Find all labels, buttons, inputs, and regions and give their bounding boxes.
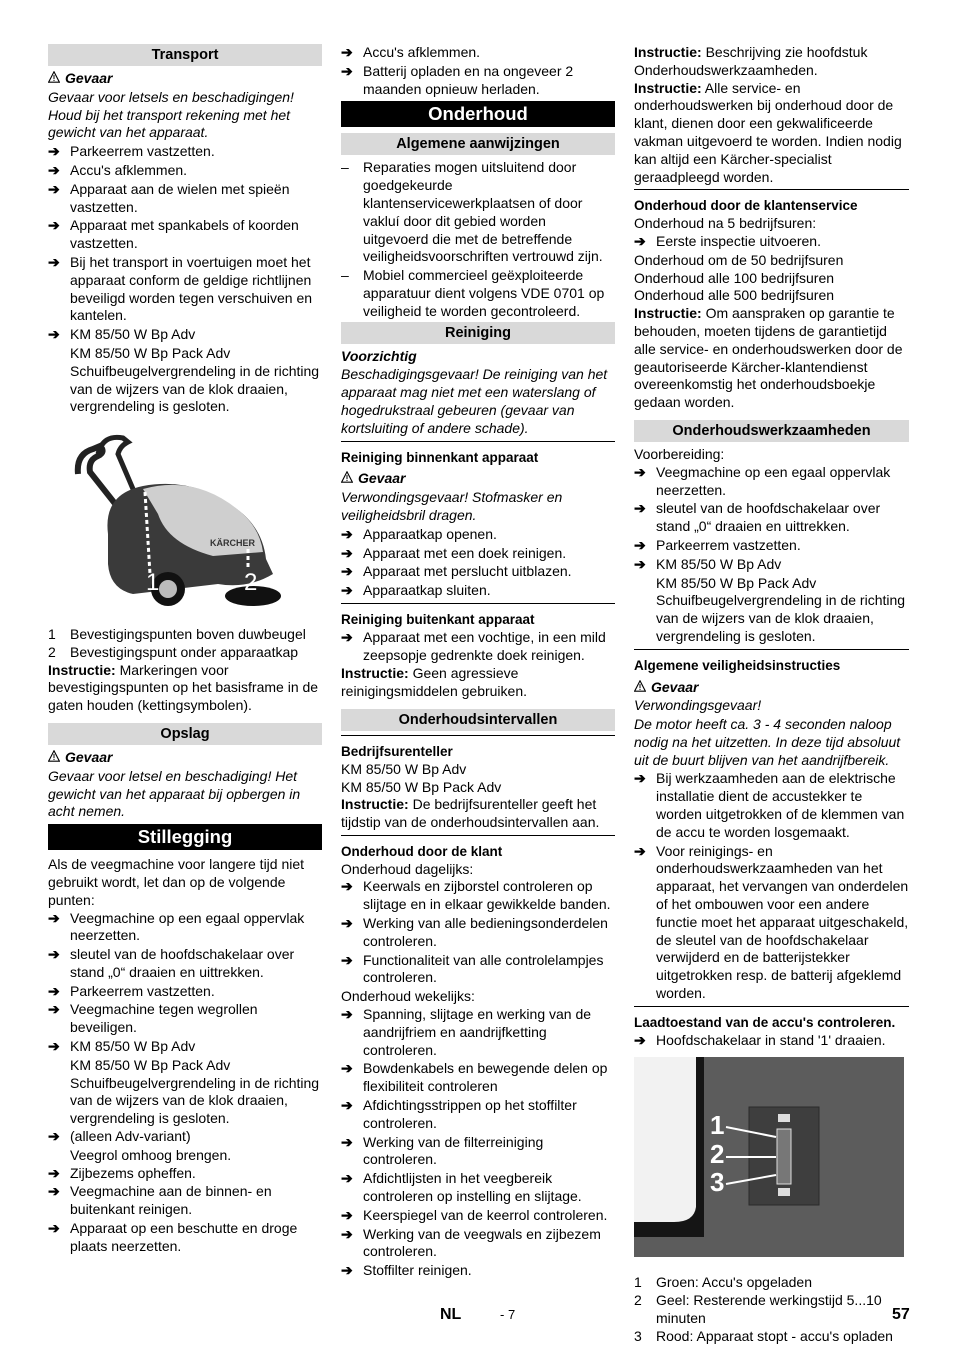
instruction-step [634,500,909,536]
section-heading: Reiniging [341,322,615,344]
arrow-icon: ➔ [48,1220,60,1237]
arrow-icon: ➔ [341,1170,353,1187]
instruction-step [48,254,322,325]
footer-local-page-text: - 7 [500,1307,516,1322]
footer-language: NL [440,1306,462,1323]
paragraph [48,662,322,715]
instruction-step [48,217,322,253]
instruction-step [341,63,615,99]
instruction-step [341,1170,615,1206]
paragraph-text: Onderhoud dagelijks: [341,860,474,877]
warning-label-text: Gevaar [65,70,113,86]
instruction-step [48,1128,322,1146]
paragraph-text: Voorbereiding: [634,445,725,462]
arrow-icon: ➔ [341,1133,353,1150]
arrow-icon: ➔ [634,536,646,553]
legend-text: Bevestigingspunt onder apparaatkap [70,643,299,660]
instruction-step [341,545,615,563]
arrow-icon: ➔ [634,555,646,572]
instruction-step [48,162,322,180]
svg-text:1: 1 [710,1110,725,1141]
instruction-step [634,770,909,841]
section-heading: Opslag [48,723,322,745]
paragraph-text: Alle service- en onderhoudswerken bij onderhoud door de klant, dienen door een gekwalificeerde vakman uitgevoerd te worden. Indien nodig kan altijd een Kärcher-specialist geraadpleegd worden. [634,79,902,185]
instruction-step [48,1183,322,1219]
instruction-step-text: Accu's afklemmen. [363,44,481,60]
subsection-heading: Algemene veiligheidsinstructies [634,649,909,675]
warning-triangle-icon [634,679,646,697]
subsection-heading: Onderhoud door de klantenservice [634,189,909,215]
arrow-icon: ➔ [48,1001,60,1018]
list-item-text: Reparaties mogen uitsluitend door goedgekeurde klantenservicewerkplaatsen of door vakluí door dit gebied worden uitgevoerd die met de betreffende veiligheidsvoorschriften vertrouwd zijn. [363,159,603,265]
paragraph [634,270,909,288]
subsection-heading: Onderhoud door de klant [341,835,615,861]
section-heading: Transport [48,44,322,66]
arrow-icon: ➔ [341,915,353,932]
instruction-step [48,1001,322,1037]
arrow-icon: ➔ [341,62,353,79]
instruction-step [341,878,615,914]
arrow-icon: ➔ [341,544,353,561]
svg-text:KÄRCHER: KÄRCHER [210,538,255,549]
instruction-step [341,1226,615,1262]
arrow-icon: ➔ [634,463,646,480]
instruction-step-text: Veegmachine aan de binnen- en buitenkant reinigen. [70,1183,272,1218]
warning-label [634,679,909,697]
instruction-label: Instructie: [48,661,116,678]
paragraph-text: Onderhoud wekelijks: [341,988,475,1005]
paragraph [634,44,909,80]
arrow-icon: ➔ [341,1060,353,1077]
arrow-icon: ➔ [341,951,353,968]
instruction-step [341,629,615,665]
list-item [341,267,615,320]
paragraph [341,796,615,832]
instruction-step [341,1262,615,1280]
arrow-icon: ➔ [634,500,646,517]
arrow-icon: ➔ [48,161,60,178]
svg-text:2: 2 [710,1139,725,1170]
arrow-icon: ➔ [48,1183,60,1200]
instruction-step [341,915,615,951]
paragraph-text: KM 85/50 W Bp Pack Adv [341,778,502,795]
subsection-heading: Bedrijfsurenteller [341,735,615,761]
list-item-text: Mobiel commercieel geëxploiteerde apparatuur dient volgens VDE 0701 op veiligheid te worden gecontroleerd. [363,267,605,319]
warning-triangle-icon [341,470,353,488]
warning-label [341,348,615,366]
warning-label-text: Voorzichtig [341,347,417,364]
instruction-step-text: Keerspiegel van de keerrol controleren. [363,1206,608,1223]
footer-local-page [500,1306,515,1324]
paragraph [634,252,909,270]
instruction-label: Instructie: [634,44,702,60]
instruction-step [48,1220,322,1256]
paragraph-text: Als de veegmachine voor langere tijd niet gebruikt wordt, let dan op de volgende punten: [48,856,305,908]
instruction-step-text: Parkeerrem vastzetten. [656,536,801,553]
instruction-step-text: Accu's afklemmen. [70,161,188,178]
instruction-step-text: Keerwals en zijborstel controleren op slijtage en in elkaar gewikkelde banden. [363,878,611,913]
arrow-icon: ➔ [341,628,353,645]
instruction-continuation: KM 85/50 W Bp Pack Adv [656,574,817,591]
arrow-icon: ➔ [48,982,60,999]
legend-number: 2 [634,1292,642,1309]
instruction-continuation: KM 85/50 W Bp Pack Adv [70,344,231,361]
instruction-step-text: sleutel van de hoofdschakelaar over stand „0“ draaien en uittrekken. [70,946,295,980]
instruction-step [634,464,909,500]
instruction-step-text: Apparaat met spankabels of koorden vastzetten. [70,217,299,252]
warning-label [48,70,322,88]
arrow-icon: ➔ [48,253,60,270]
legend-text: Geel: Resterende werkingstijd 5...10 minuten [656,1292,882,1326]
instruction-step-text: Apparaat met een vochtige, in een mild zeepsopje gedrenkte doek reinigen. [363,628,606,663]
instruction-step-text: Veegmachine op een egaal oppervlak neerzetten. [70,909,305,944]
arrow-icon: ➔ [341,1206,353,1223]
instruction-step-text: Apparaat met perslucht uitblazen. [363,563,572,580]
paragraph [341,988,615,1006]
arrow-icon: ➔ [48,946,60,963]
instruction-step [48,1038,322,1056]
arrow-icon: ➔ [341,1097,353,1114]
paragraph-text: Onderhoud na 5 bedrijfsuren: [634,215,817,232]
instruction-step [634,843,909,1003]
instruction-step [48,326,322,344]
instruction-step-text: Parkeerrem vastzetten. [70,982,215,999]
warning-label [341,470,615,488]
instruction-step-text: Apparaat op een beschutte en droge plaats neerzetten. [70,1220,298,1254]
arrow-icon: ➔ [341,878,353,895]
instruction-continuation: Schuifbeugelvergrendeling in de richting van de wijzers van de klok draaien, vergrendeling is gesloten. [70,1074,320,1127]
chapter-heading: Stillegging [48,824,322,850]
arrow-icon: ➔ [634,1031,646,1048]
paragraph [634,287,909,305]
legend-number: 3 [634,1327,642,1344]
chapter-heading: Onderhoud [341,101,615,127]
legend-item [48,644,322,662]
arrow-icon: ➔ [341,44,353,60]
instruction-step-text: Zijbezems opheffen. [70,1164,196,1181]
instruction-step-text: Afdichtlijsten in het veegbereik controleren op instelling en slijtage. [363,1170,582,1205]
paragraph-text: Beschrijving zie hoofdstuk Onderhoudswerkzaamheden. [634,44,868,78]
instruction-step-text: Apparaatkap openen. [363,525,497,542]
instruction-continuation: KM 85/50 W Bp Pack Adv [70,1056,231,1073]
section-heading: Onderhoudswerkzaamheden [634,420,909,442]
instruction-step [48,946,322,982]
legend-item [634,1274,909,1292]
paragraph [341,861,615,879]
warning-text: Gevaar voor letsel en beschadiging! Het gewicht van het apparaat bij opbergen in acht nemen. [48,767,301,820]
warning-label-text: Gevaar [358,470,406,487]
spacer [634,412,909,420]
legend-text: Groen: Accu's opgeladen [656,1274,813,1291]
instruction-step-text: Functionaliteit van alle controlelampjes controleren. [363,951,604,986]
instruction-step [48,181,322,217]
instruction-step-text: Stoffilter reinigen. [363,1262,472,1279]
warning-text: Beschadigingsgevaar! De reiniging van het apparaat mag niet met een waterslang of hogedrukstraal gebeuren (gevaar van kortsluiting of andere schade). [341,366,608,436]
instruction-step [634,537,909,555]
instruction-step-text: Batterij opladen en na ongeveer 2 maanden opnieuw herladen. [363,62,574,97]
instruction-step-text: Werking van de veegwals en zijbezem controleren. [363,1225,601,1260]
instruction-step-text: Voor reinigings- en onderhoudswerkzaamheden van het apparaat, het vervangen van onderdelen of het ombouwen voor een andere functie moet het apparaat uitgeschakeld, de sleutel van de hoofdschakelaar verwijderd en de batterijstekker uitgetrokken resp. de batterij afgeklemd worden. [656,842,909,1002]
sweeper-figure [48,424,322,614]
instruction-step [341,1006,615,1059]
sweeper-image [48,424,288,609]
instruction-step-text: KM 85/50 W Bp Adv [656,555,782,572]
instruction-step-text: Bij werkzaamheden aan de elektrische installatie dient de accustekker te worden uitgetrokken of de klemmen van de accu te worden losgemaakt. [656,770,905,840]
paragraph-text: Markeringen voor bevestigingspunten op het basisframe in de gaten houden (kettingsymbolen). [48,661,319,714]
instruction-step-text: sleutel van de hoofdschakelaar over stand „0“ draaien en uittrekken. [656,500,881,535]
svg-text:3: 3 [710,1167,725,1198]
warning-label-text: Gevaar [651,678,699,695]
arrow-icon: ➔ [48,326,60,343]
paragraph [634,215,909,233]
section-heading: Onderhoudsintervallen [341,709,615,731]
list-item [341,159,615,266]
instruction-step [48,1165,322,1183]
paragraph [48,856,322,909]
instruction-label: Instructie: [341,665,409,682]
legend-number: 1 [634,1274,642,1291]
spacer [341,701,615,709]
footer-page-number: 57 [892,1306,910,1323]
arrow-icon: ➔ [48,143,60,160]
svg-text:2: 2 [244,569,258,597]
instruction-step-text: Eerste inspectie uitvoeren. [656,232,821,249]
column-middle [341,44,615,1281]
arrow-icon: ➔ [634,770,646,787]
instruction-label: Instructie: [634,305,702,322]
instruction-step [341,1060,615,1096]
instruction-step [341,44,615,62]
instruction-step-text: Werking van de filterreiniging controleren. [363,1133,544,1168]
paragraph-text: KM 85/50 W Bp Adv [341,760,467,777]
legend-item [634,1328,909,1346]
warning-triangle-icon [48,749,60,767]
warning-triangle-icon [48,70,60,88]
warning-label-text: Gevaar [65,748,113,765]
column-left [48,44,322,1257]
instruction-step-text: Apparaat aan de wielen met spieën vastzetten. [70,180,290,215]
arrow-icon: ➔ [341,582,353,599]
warning-label [48,749,322,767]
arrow-icon: ➔ [634,842,646,859]
paragraph [341,779,615,797]
legend-number: 1 [48,625,56,642]
instruction-step-text: Veegmachine tegen wegrollen beveiligen. [70,1001,258,1036]
svg-text:1: 1 [146,569,160,597]
instruction-step-text: (alleen Adv-variant) [70,1128,191,1145]
instruction-step [341,1097,615,1133]
instruction-continuation: Schuifbeugelvergrendeling in de richting van de wijzers van de klok draaien, vergrendeling is gesloten. [70,362,320,415]
instruction-step-text: Hoofdschakelaar in stand '1' draaien. [656,1031,886,1048]
arrow-icon: ➔ [341,1006,353,1023]
paragraph [634,80,909,187]
paragraph-text: Onderhoud om de 50 bedrijfsuren [634,251,844,268]
legend-number: 2 [48,643,56,660]
instruction-step [48,983,322,1001]
arrow-icon: ➔ [634,232,646,249]
instruction-step-text: Apparaat met een doek reinigen. [363,544,567,561]
instruction-step [634,233,909,251]
instruction-label: Instructie: [634,79,702,96]
instruction-label: Instructie: [341,796,409,813]
instruction-step [341,1207,615,1225]
legend-text: Rood: Apparaat stopt - accu's opladen [656,1327,893,1344]
instruction-step [341,563,615,581]
instruction-step-text: Parkeerrem vastzetten. [70,143,215,160]
instruction-step [341,1134,615,1170]
battery-figure [634,1057,909,1262]
instruction-step-text: Spanning, slijtage en werking van de aandrijfriem en aandrijfketting controleren. [363,1006,592,1058]
instruction-step-text: Bij het transport in voertuigen moet het apparaat conform de geldige richtlijnen beveiligd worden tegen verschuiven en kantelen. [70,253,313,324]
subsection-heading: Reiniging binnenkant apparaat [341,441,615,467]
instruction-step [48,910,322,946]
dash-bullet: – [341,267,349,284]
warning-text: Gevaar voor letsels en beschadigingen! Houd bij het transport rekening met het gewicht van het apparaat. [48,88,294,141]
legend-item [634,1292,909,1328]
paragraph [341,665,615,701]
instruction-step-text: Afdichtingsstrippen op het stoffilter controleren. [363,1097,577,1131]
paragraph-text: De bedrijfsurenteller geeft het tijdstip van de onderhoudsintervallen aan. [341,796,600,831]
instruction-step-text: KM 85/50 W Bp Adv [70,326,196,343]
legend-item [48,626,322,644]
arrow-icon: ➔ [341,563,353,580]
instruction-step-text: KM 85/50 W Bp Adv [70,1038,196,1055]
battery-indicator-image [634,1057,904,1257]
arrow-icon: ➔ [341,1262,353,1279]
paragraph [634,305,909,412]
instruction-continuation: Schuifbeugelvergrendeling in de richting van de wijzers van de klok draaien, vergrendeling is gesloten. [656,592,906,644]
instruction-step [634,1032,909,1050]
warning-text: Verwondingsgevaar! Stofmasker en veiligheidsbril dragen. [341,489,563,523]
paragraph-text: Onderhoud alle 100 bedrijfsuren [634,269,835,286]
instruction-step-text: Werking van alle bedieningsonderdelen controleren. [363,915,608,949]
warning-text: De motor heeft ca. 3 - 4 seconden naloop nodig na het uitzetten. In deze tijd absoluut uit de buurt blijven van het aandrijfbereik. [634,716,901,768]
arrow-icon: ➔ [48,180,60,197]
paragraph [341,761,615,779]
spacer [48,715,322,723]
instruction-step [48,143,322,161]
arrow-icon: ➔ [48,1164,60,1181]
section-heading: Algemene aanwijzingen [341,133,615,155]
arrow-icon: ➔ [341,525,353,542]
arrow-icon: ➔ [48,1128,60,1145]
dash-bullet: – [341,159,349,176]
instruction-step [341,526,615,544]
paragraph-text: Onderhoud alle 500 bedrijfsuren [634,287,835,304]
arrow-icon: ➔ [48,217,60,234]
instruction-step [341,952,615,988]
arrow-icon: ➔ [48,909,60,926]
subsection-heading: Laadtoestand van de accu's controleren. [634,1006,909,1032]
warning-text: Verwondingsgevaar! [634,697,762,714]
paragraph-text: Om aanspraken op garantie te behouden, moeten tijdens de garantietijd alle service- en onderhoudswerken door de geautoriseerde Kärcher-klantendienst overeenkomstig het onderhoudsboekje gedaan worden. [634,305,903,411]
instruction-step [634,556,909,574]
paragraph [634,446,909,464]
instruction-step [341,582,615,600]
instruction-step-text: Veegmachine op een egaal oppervlak neerzetten. [656,463,891,498]
instruction-continuation: Veegrol omhoog brengen. [70,1146,232,1163]
column-right [634,44,909,1345]
subsection-heading: Reiniging buitenkant apparaat [341,603,615,629]
legend-text: Bevestigingspunten boven duwbeugel [70,625,306,642]
instruction-step-text: Apparaatkap sluiten. [363,582,491,599]
arrow-icon: ➔ [48,1038,60,1055]
instruction-step-text: Bowdenkabels en bewegende delen op flexibiliteit controleren [363,1060,608,1095]
arrow-icon: ➔ [341,1225,353,1242]
paragraph-text: Geen agressieve reinigingsmiddelen gebruiken. [341,665,528,700]
